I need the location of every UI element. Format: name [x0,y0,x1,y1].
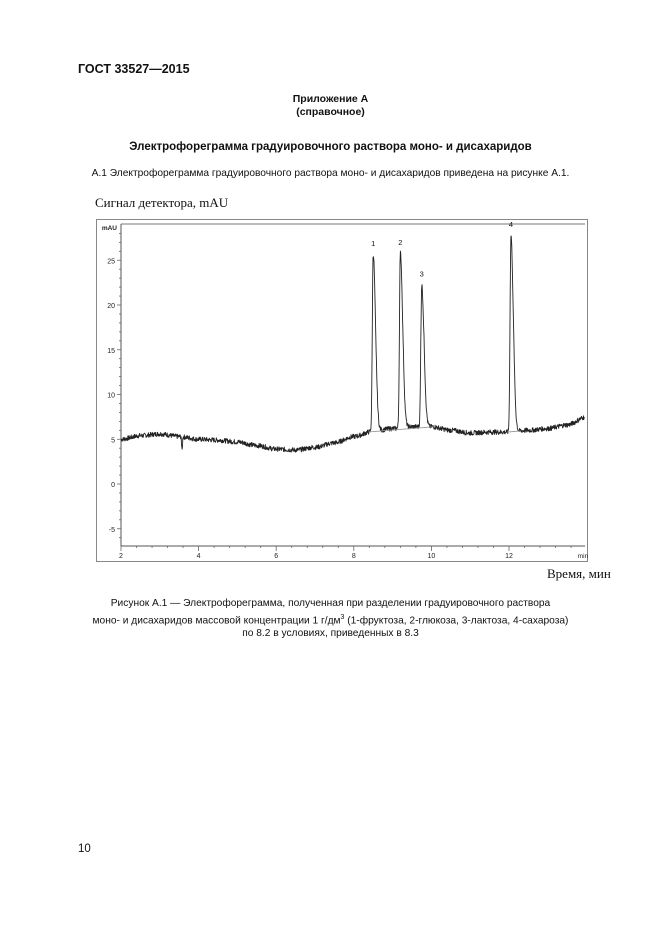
y-tick-label: 15 [107,347,115,355]
x-tick-label: 12 [505,553,513,560]
signal-trace [121,236,584,452]
appendix-title: Приложение А [292,93,369,105]
figure-caption [0,597,661,641]
peak-baseline [369,427,434,432]
x-tick-label: 6 [274,553,279,560]
section-title: Электрофореграмма градуировочного раствора моно- и дисахаридов [129,141,532,153]
y-tick-label: 25 [107,258,115,266]
standard-header: ГОСТ 33527—2015 [78,62,190,76]
chart-frame [97,220,588,562]
peak-baseline [507,431,521,432]
y-tick-label: -5 [108,526,115,534]
peak-label: 3 [419,269,424,279]
y-unit-label: mAU [101,225,117,232]
section-paragraph: А.1 Электрофореграмма градуировочного раствора моно- и дисахаридов приведена на рисунке А.1. [91,168,570,179]
y-tick-label: 20 [107,303,115,310]
peak-label: 2 [398,238,403,248]
y-axis-title: Сигнал детектора, mAU [95,195,229,210]
y-tick-label: 5 [111,437,115,445]
caption-line-3: по 8.2 в условиях, приведенных в 8.3 [242,628,419,640]
x-tick-label: 2 [119,553,123,560]
x-unit-label: min [577,553,589,560]
page-number: 10 [78,843,91,855]
peak-label: 4 [508,220,514,230]
x-tick-label: 8 [351,553,356,560]
peak-label: 1 [371,238,376,248]
y-tick-label: 10 [107,392,115,400]
x-tick-label: 10 [427,553,436,560]
y-tick-label: 0 [111,482,115,489]
caption-line-2: моно- и дисахаридов массовой концентрации 1 $г/дм^3$ (1-фруктоза, 2-глюкоза, 3-лактоза, 4-сахароза) [92,613,569,626]
x-tick-label: 4 [196,553,201,560]
x-axis-title: Время, мин [547,566,611,581]
caption-line-1: Рисунок А.1 — Электрофореграмма, полученная при разделении градуировочного раствора [110,598,551,609]
appendix-subtitle: (справочное) [296,106,365,118]
